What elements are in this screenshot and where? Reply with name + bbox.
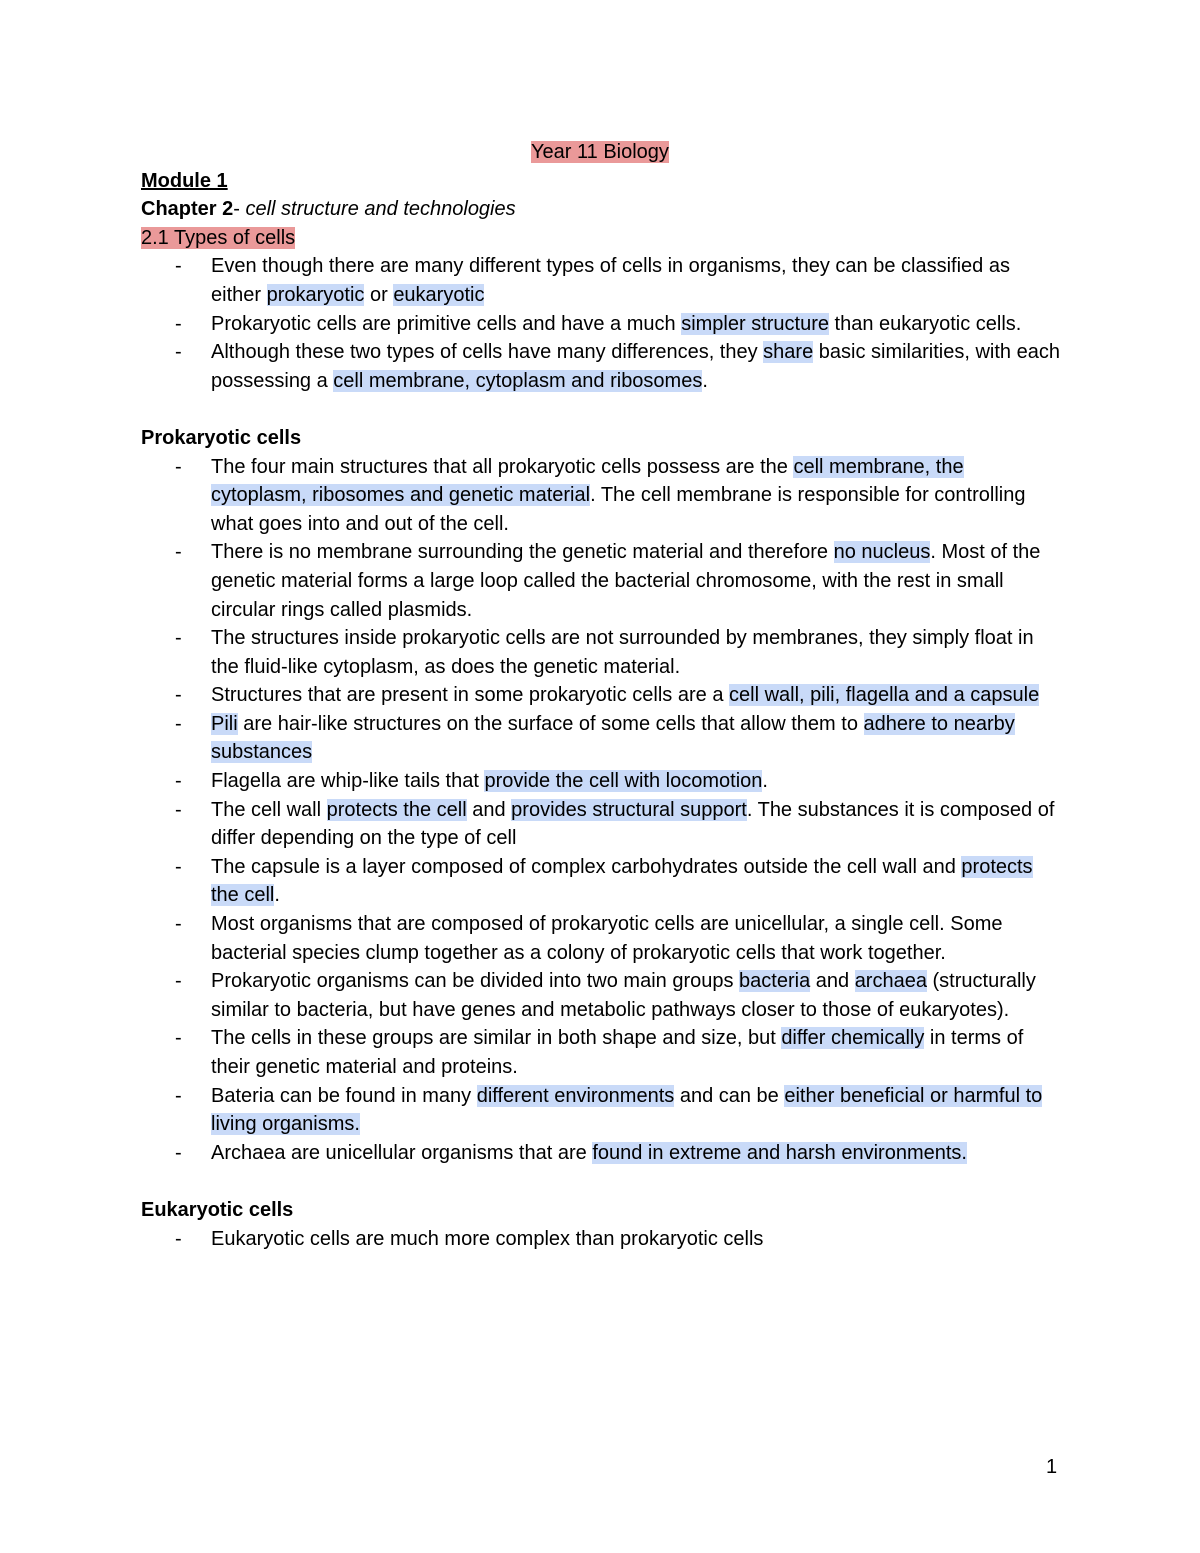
text-run: Although these two types of cells have many differences, they — [211, 341, 764, 364]
text-run: basic similarities, with each possessing a — [211, 341, 1060, 392]
eukaryotic-list — [141, 1225, 1061, 1254]
highlighted-text: protects the cell — [211, 855, 1033, 907]
chapter-subtitle: cell structure and technologies — [245, 198, 516, 221]
text-run: The four main structures that all prokaryotic cells possess are the — [211, 455, 794, 478]
highlighted-text: cell membrane, cytoplasm and ribosomes — [333, 369, 703, 392]
text-run: Prokaryotic cells are primitive cells and have a much — [211, 312, 682, 335]
highlighted-text: either beneficial or harmful to living organisms. — [211, 1084, 1043, 1136]
highlighted-text: simpler structure — [681, 312, 829, 335]
bullet-dash: - — [175, 255, 182, 278]
list-item — [141, 1225, 1061, 1254]
list-item — [141, 310, 1061, 339]
highlighted-text: found in extreme and harsh environments. — [592, 1141, 967, 1164]
highlighted-text: differ chemically — [781, 1027, 925, 1050]
text-run: The cells in these groups are similar in both shape and size, but — [211, 1027, 782, 1050]
highlighted-text: archaea — [854, 970, 927, 993]
list-item — [141, 967, 1061, 1024]
list-item — [141, 624, 1061, 681]
list-item — [141, 681, 1061, 710]
bullet-dash: - — [175, 770, 182, 793]
list-item — [141, 710, 1061, 767]
text-run: Even though there are many different types of cells in organisms, they can be classified as either — [211, 255, 1010, 306]
text-run: or — [364, 283, 394, 306]
highlighted-text: Pili — [211, 712, 238, 735]
text-run: Structures that are present in some prokaryotic cells are a — [211, 684, 730, 707]
intro-list — [141, 252, 1061, 395]
list-item — [141, 1139, 1061, 1168]
highlighted-text: share — [763, 341, 814, 364]
text-run: (structurally similar to bacteria, but have genes and metabolic pathways closer to those of eukaryotes). — [211, 970, 1036, 1021]
eukaryotic-heading: Eukaryotic cells — [141, 1198, 294, 1221]
bullet-dash: - — [175, 541, 182, 564]
document-body — [141, 138, 1061, 1253]
text-run: Archaea are unicellular organisms that are — [211, 1141, 593, 1164]
list-item — [141, 1024, 1061, 1081]
chapter-separator: - — [233, 198, 246, 221]
text-run: Prokaryotic organisms can be divided into two main groups — [211, 970, 740, 993]
bullet-dash: - — [175, 312, 182, 335]
bullet-dash: - — [175, 970, 182, 993]
highlighted-text: cell membrane, the cytoplasm, ribosomes and genetic material — [211, 455, 964, 507]
prokaryotic-heading: Prokaryotic cells — [141, 426, 302, 449]
spacer — [141, 1167, 1061, 1196]
text-run: . Most of the genetic material forms a large loop called the bacterial chromosome, with the rest in small circular rings called plasmids. — [211, 541, 1041, 621]
prokaryotic-list — [141, 453, 1061, 1168]
text-run: The structures inside prokaryotic cells are not surrounded by membranes, they simply float in the fluid-like cytoplasm, as does the genetic material. — [211, 627, 1034, 678]
text-run: Most organisms that are composed of prokaryotic cells are unicellular, a single cell. Some bacterial species clump together as a colony of prokaryotic cells that work together. — [211, 913, 1003, 964]
bullet-dash: - — [175, 798, 182, 821]
chapter-label: Chapter 2 — [141, 198, 234, 221]
text-run: . The substances it is composed of differ depending on the type of cell — [211, 798, 1055, 850]
section-heading-line — [141, 224, 1061, 253]
text-run: than eukaryotic cells. — [829, 312, 1022, 335]
text-run: . — [702, 369, 708, 392]
list-item — [141, 796, 1061, 853]
highlighted-text: provide the cell with locomotion — [484, 770, 763, 793]
text-run: Flagella are whip-like tails that — [211, 770, 485, 793]
list-item — [141, 853, 1061, 910]
highlighted-text: prokaryotic — [266, 283, 365, 306]
bullet-dash: - — [175, 684, 182, 707]
text-run: Eukaryotic cells are much more complex than prokaryotic cells — [211, 1227, 764, 1250]
highlighted-text: protects the cell — [326, 798, 467, 821]
bullet-dash: - — [175, 341, 182, 364]
highlighted-text: cell wall, pili, flagella and a capsule — [729, 684, 1040, 707]
text-run: The capsule is a layer composed of complex carbohydrates outside the cell wall and — [211, 855, 962, 878]
bullet-dash: - — [175, 627, 182, 650]
highlighted-text: different environments — [476, 1084, 675, 1107]
list-item — [141, 453, 1061, 539]
text-run: and can be — [674, 1084, 785, 1107]
text-run: and — [466, 798, 512, 821]
text-run: Bateria can be found in many — [211, 1084, 477, 1107]
text-run: and — [810, 970, 855, 993]
bullet-dash: - — [175, 712, 182, 735]
list-item — [141, 1082, 1061, 1139]
spacer — [141, 395, 1061, 424]
bullet-dash: - — [175, 455, 182, 478]
highlighted-text: bacteria — [739, 970, 811, 993]
list-item — [141, 538, 1061, 624]
highlighted-text: provides structural support — [511, 798, 747, 821]
bullet-dash: - — [175, 1084, 182, 1107]
bullet-dash: - — [175, 1141, 182, 1164]
highlighted-text: eukaryotic — [393, 283, 485, 306]
list-item — [141, 252, 1061, 309]
bullet-dash: - — [175, 913, 182, 936]
document-title-line — [141, 138, 1059, 167]
section-heading: 2.1 Types of cells — [141, 226, 296, 249]
list-item — [141, 767, 1061, 796]
text-run: are hair-like structures on the surface of some cells that allow them to — [237, 712, 864, 735]
document-title: Year 11 Biology — [531, 141, 669, 163]
text-run: There is no membrane surrounding the genetic material and therefore — [211, 541, 834, 564]
module-heading: Module 1 — [141, 169, 228, 192]
list-item — [141, 338, 1061, 395]
list-item — [141, 910, 1061, 967]
page-number: 1 — [1046, 1456, 1058, 1478]
text-run: The cell wall — [211, 798, 327, 821]
text-run: . — [762, 770, 768, 793]
text-run: . — [274, 884, 280, 907]
chapter-heading — [141, 195, 1061, 224]
text-run: in terms of their genetic material and proteins. — [211, 1027, 1024, 1078]
bullet-dash: - — [175, 1227, 182, 1250]
highlighted-text: adhere to nearby substances — [211, 712, 1015, 764]
bullet-dash: - — [175, 1027, 182, 1050]
highlighted-text: no nucleus — [833, 541, 931, 564]
bullet-dash: - — [175, 855, 182, 878]
text-run: . The cell membrane is responsible for controlling what goes into and out of the cell. — [211, 484, 1026, 535]
